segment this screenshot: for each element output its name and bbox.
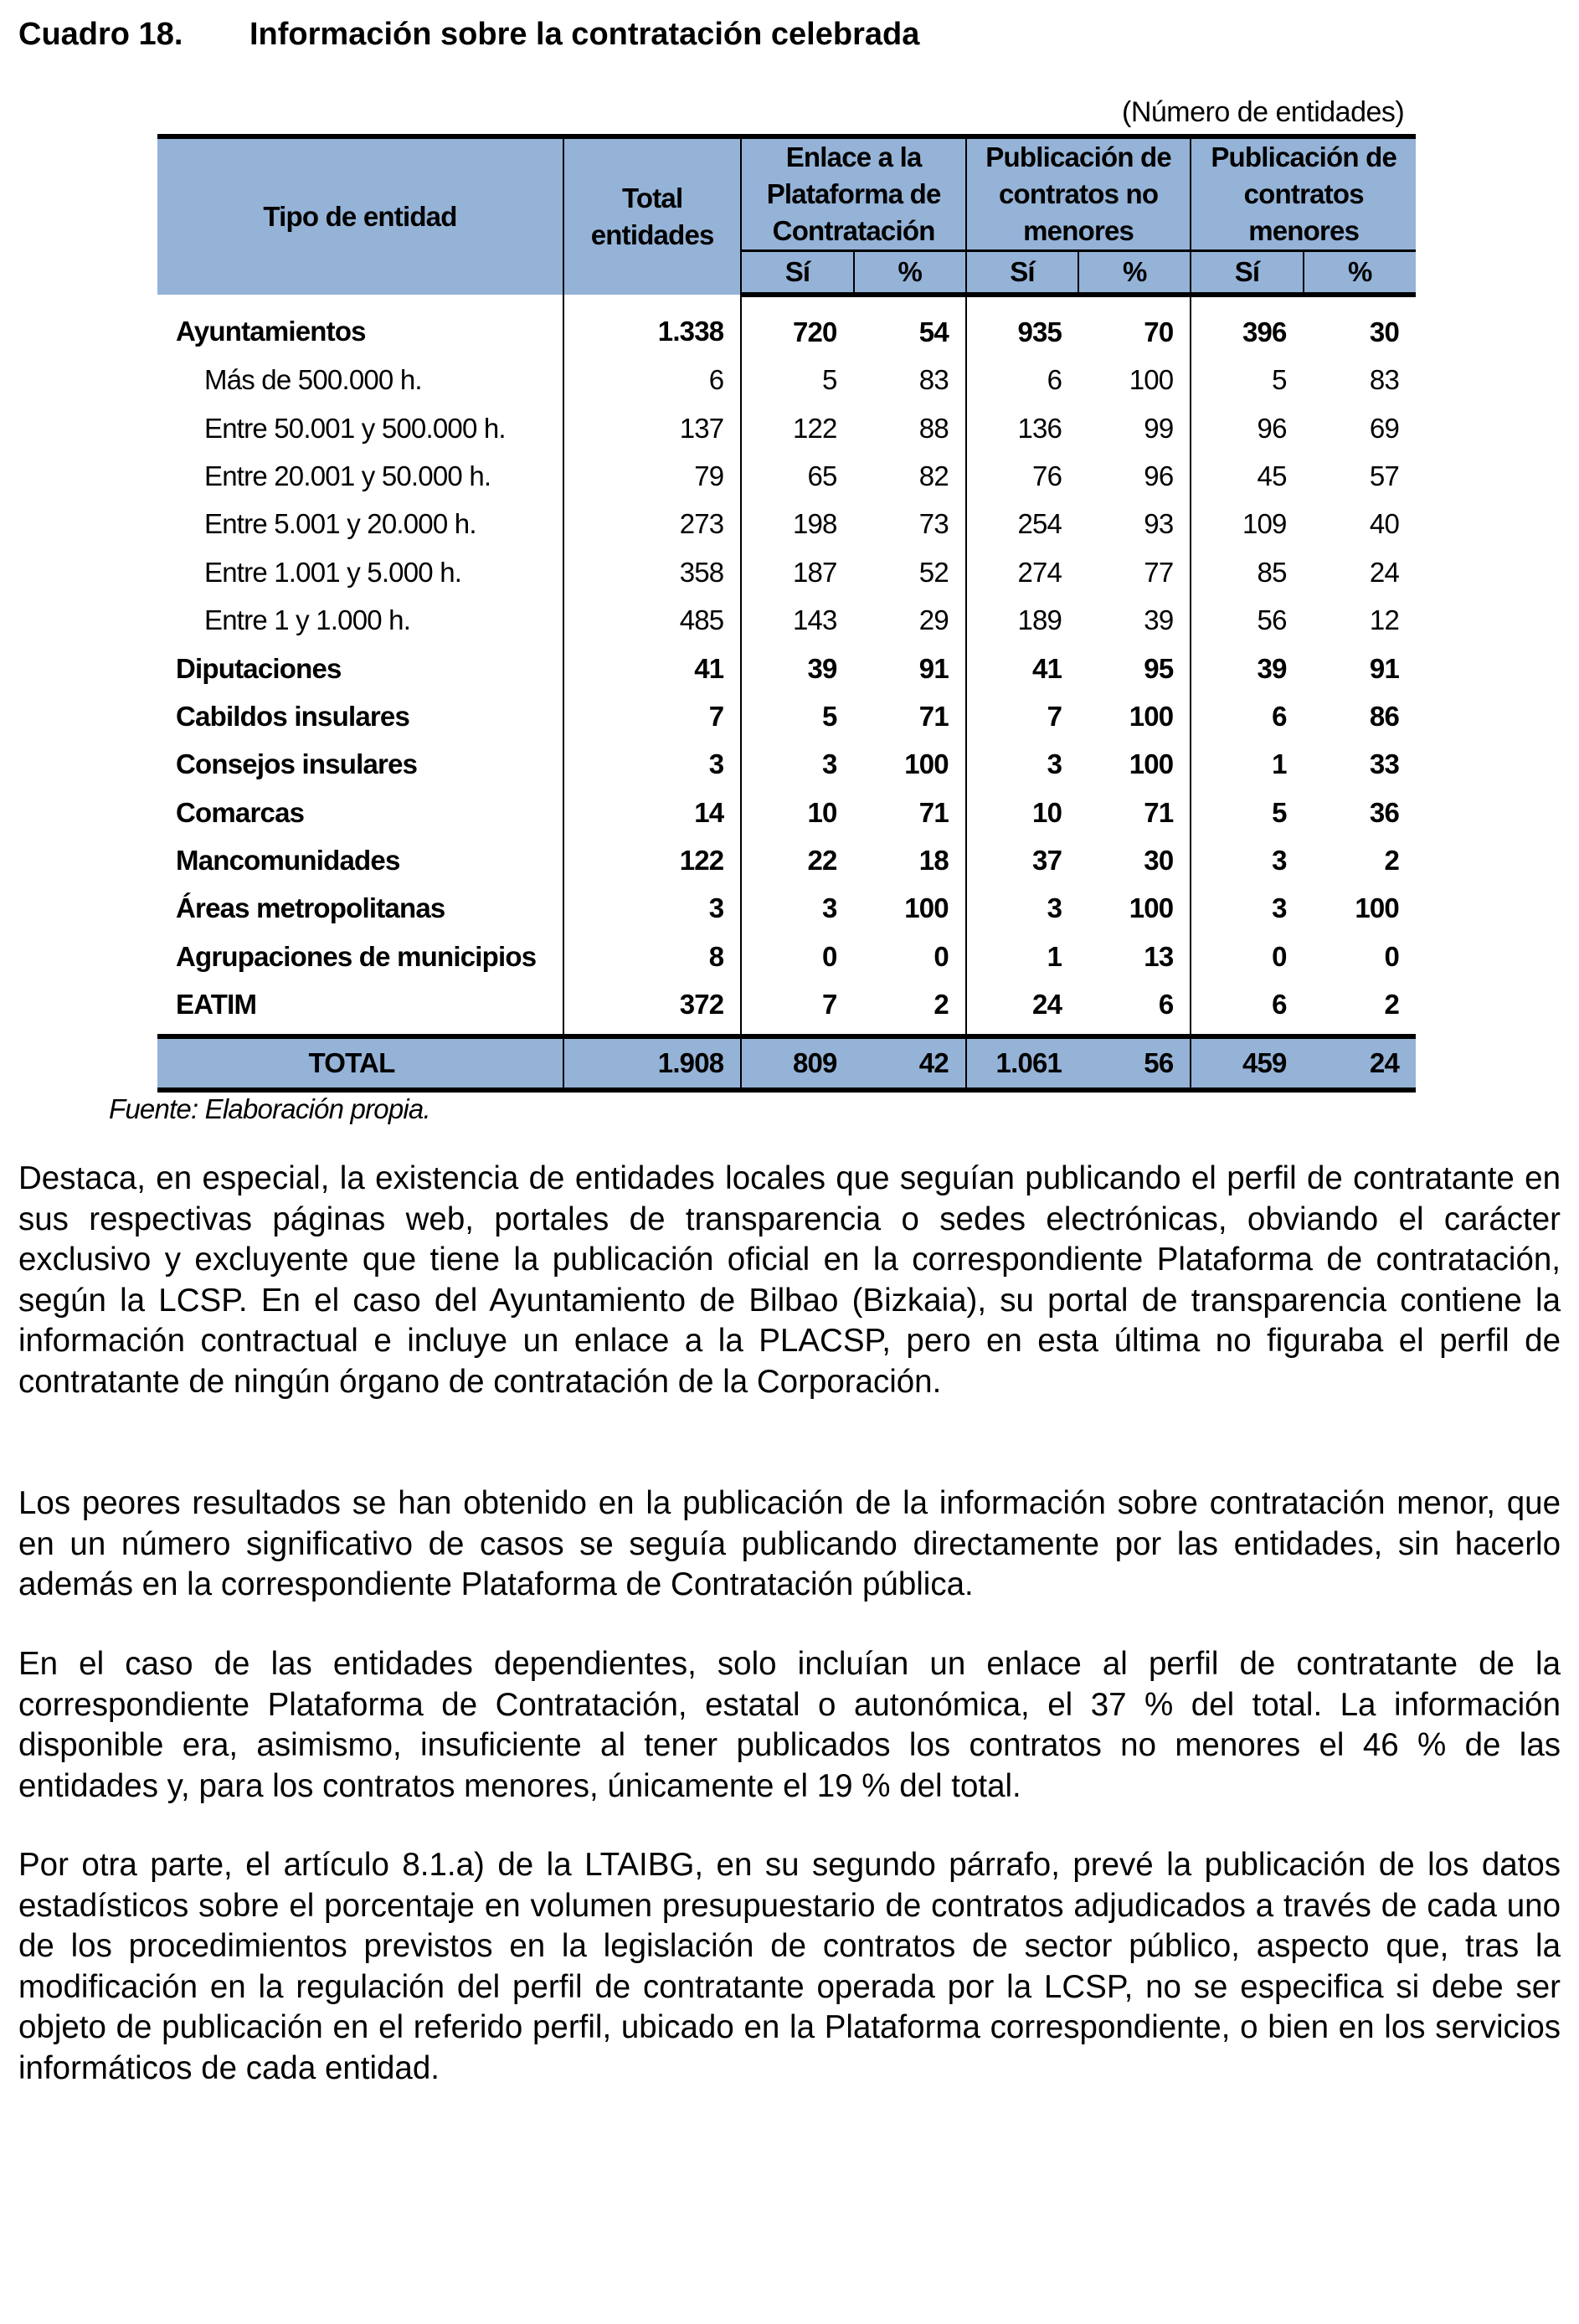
cell-value: 3 bbox=[966, 885, 1078, 933]
cell-value: 45 bbox=[1191, 452, 1303, 500]
cell-value: 1.908 bbox=[563, 1036, 741, 1090]
cell-value: 37 bbox=[966, 836, 1078, 884]
contracting-table bbox=[157, 134, 1416, 1093]
cell-value: 65 bbox=[741, 452, 853, 500]
cell-value: 100 bbox=[1129, 364, 1174, 396]
header-si: Sí bbox=[741, 251, 853, 295]
cell-value: 3 bbox=[966, 741, 1078, 789]
cell-value: 5 bbox=[741, 692, 853, 740]
row-label: EATIM bbox=[176, 989, 257, 1021]
cell-value: 91 bbox=[1369, 652, 1399, 684]
header-si: Sí bbox=[966, 251, 1078, 295]
header-total: Total entidades bbox=[563, 136, 741, 295]
paragraph: Destaca, en especial, la existencia de entidades locales que seguían publicando el perfil de contratante en sus respectivas páginas web, portales de transparencia o sedes electrónicas, obviando el carácter exclusivo y excluyente que tiene la publicación oficial en la correspondiente Plataforma de contratación, según la LCSP. En el caso del Ayuntamiento de Bilbao (Bizkaia), su portal de transparencia contiene la información contractual e incluye un enlace a la PLACSP, pero en esta última no figuraba el perfil de contratante de ningún órgano de contratación de la Corporación. bbox=[18, 1160, 1561, 1400]
cell-value: 274 bbox=[966, 548, 1078, 596]
cell-value: 3 bbox=[1191, 885, 1303, 933]
row-label: Entre 1 y 1.000 h. bbox=[204, 604, 411, 636]
cell-value: 2 bbox=[1384, 845, 1399, 877]
caption-number: Cuadro 18. bbox=[18, 17, 183, 52]
cell-value: 720 bbox=[741, 295, 853, 357]
row-label: Ayuntamientos bbox=[176, 315, 366, 347]
cell-value: 1 bbox=[1191, 741, 1303, 789]
cell-value: 7 bbox=[966, 692, 1078, 740]
row-label: Mancomunidades bbox=[176, 845, 400, 877]
cell-value: 2 bbox=[1384, 989, 1399, 1021]
row-label: Entre 50.001 y 500.000 h. bbox=[204, 412, 506, 444]
table-row bbox=[157, 501, 1416, 548]
cell-value: 24 bbox=[1304, 1036, 1416, 1090]
header-pct: % bbox=[1078, 251, 1191, 295]
cell-value: 93 bbox=[1144, 508, 1174, 540]
cell-value: 30 bbox=[1144, 845, 1174, 877]
cell-value: 198 bbox=[741, 501, 853, 548]
row-label: Más de 500.000 h. bbox=[204, 364, 422, 396]
cell-value: 41 bbox=[966, 645, 1078, 692]
cell-value: 13 bbox=[1144, 940, 1174, 972]
cell-value: 56 bbox=[1078, 1036, 1191, 1090]
cell-value: 83 bbox=[918, 364, 949, 396]
table-row bbox=[157, 645, 1416, 692]
cell-value: 82 bbox=[918, 460, 949, 491]
table-body bbox=[157, 295, 1416, 1090]
row-label: Cabildos insulares bbox=[176, 700, 410, 732]
cell-value: 3 bbox=[741, 885, 853, 933]
cell-value: 12 bbox=[1369, 604, 1399, 636]
row-label: Áreas metropolitanas bbox=[176, 892, 445, 924]
cell-value: 86 bbox=[1369, 700, 1399, 732]
cell-value: 3 bbox=[563, 741, 741, 789]
cell-value: 69 bbox=[1369, 412, 1399, 444]
cell-value: 485 bbox=[563, 596, 741, 644]
cell-value: 3 bbox=[563, 885, 741, 933]
cell-value: 100 bbox=[1129, 700, 1174, 732]
cell-value: 122 bbox=[741, 404, 853, 452]
header-pct: % bbox=[854, 251, 966, 295]
row-label: Entre 20.001 y 50.000 h. bbox=[204, 460, 491, 491]
table-row bbox=[157, 404, 1416, 452]
cell-value: 1.338 bbox=[563, 295, 741, 357]
cell-value: 5 bbox=[1191, 789, 1303, 836]
cell-value: 0 bbox=[1191, 933, 1303, 980]
cell-value: 36 bbox=[1369, 796, 1399, 828]
table-row bbox=[157, 692, 1416, 740]
row-label: Comarcas bbox=[176, 796, 305, 828]
header-menores: Publicación de contratos menores bbox=[1191, 136, 1416, 251]
cell-value: 24 bbox=[966, 981, 1078, 1036]
cell-value: 33 bbox=[1369, 748, 1399, 780]
table-row bbox=[157, 357, 1416, 404]
cell-value: 935 bbox=[966, 295, 1078, 357]
cell-value: 96 bbox=[1144, 460, 1174, 491]
cell-value: 6 bbox=[1191, 692, 1303, 740]
table-row bbox=[157, 981, 1416, 1036]
paragraph: Por otra parte, el artículo 8.1.a) de la LTAIBG, en su segundo párrafo, prevé la publicación de los datos estadísticos sobre el porcentaje en volumen presupuestario de contratos adjudicados a través de cada uno de los procedimientos previstos en la legislación de contratos de sector público, aspecto que, tras la modificación en la regulación del perfil de contratante operada por la LCSP, no se especifica si debe ser objeto de publicación en el referido perfil, ubicado en la Plataforma correspondiente, o bien en los servicios informáticos de cada entidad. bbox=[18, 1847, 1561, 2086]
cell-value: 54 bbox=[918, 316, 949, 347]
header-enlace: Enlace a la Plataforma de Contratación bbox=[741, 136, 966, 251]
row-label: Diputaciones bbox=[176, 652, 342, 684]
cell-value: 0 bbox=[1384, 940, 1399, 972]
paragraph: En el caso de las entidades dependientes, solo incluían un enlace al perfil de contratante de la correspondiente Plataforma de Contratación, estatal o autonómica, el 37 % del total. La información disponible era, asimismo, insuficiente al tener publicados los contratos no menores el 46 % de las entidades y, para los contratos menores, únicamente el 19 % del total. bbox=[18, 1646, 1561, 1804]
cell-value: 52 bbox=[918, 556, 949, 588]
cell-value: 79 bbox=[563, 452, 741, 500]
cell-value: 254 bbox=[966, 501, 1078, 548]
cell-value: 137 bbox=[563, 404, 741, 452]
cell-value: 10 bbox=[966, 789, 1078, 836]
cell-value: 71 bbox=[918, 796, 949, 828]
row-label: Entre 1.001 y 5.000 h. bbox=[204, 556, 462, 588]
paragraph: Los peores resultados se han obtenido en la publicación de la información sobre contratación menor, que en un número significativo de casos se seguía publicando directamente por las entidades, sin hacerlo además en la correspondiente Plataforma de Contratación pública. bbox=[18, 1485, 1561, 1602]
table-row bbox=[157, 933, 1416, 980]
cell-value: 6 bbox=[1191, 981, 1303, 1036]
cell-value: 41 bbox=[563, 645, 741, 692]
cell-value: 10 bbox=[741, 789, 853, 836]
cell-value: 24 bbox=[1369, 556, 1399, 588]
cell-value: 6 bbox=[966, 357, 1078, 404]
table-row bbox=[157, 741, 1416, 789]
cell-value: 30 bbox=[1369, 316, 1399, 347]
total-row bbox=[157, 1036, 1416, 1090]
cell-value: 7 bbox=[741, 981, 853, 1036]
cell-value: 5 bbox=[741, 357, 853, 404]
cell-value: 42 bbox=[854, 1036, 966, 1090]
cell-value: 29 bbox=[918, 604, 949, 636]
cell-value: 1 bbox=[966, 933, 1078, 980]
cell-value: 88 bbox=[918, 412, 949, 444]
cell-value: 3 bbox=[1191, 836, 1303, 884]
cell-value: 100 bbox=[904, 892, 949, 924]
cell-value: 39 bbox=[1144, 604, 1174, 636]
cell-value: 85 bbox=[1191, 548, 1303, 596]
cell-value: 95 bbox=[1144, 652, 1174, 684]
table-row bbox=[157, 452, 1416, 500]
cell-value: 0 bbox=[934, 940, 949, 972]
cell-value: 143 bbox=[741, 596, 853, 644]
table-row bbox=[157, 885, 1416, 933]
cell-value: 70 bbox=[1144, 316, 1174, 347]
cell-value: 459 bbox=[1191, 1036, 1303, 1090]
table-caption bbox=[18, 17, 919, 53]
row-label: TOTAL bbox=[157, 1036, 563, 1090]
cell-value: 187 bbox=[741, 548, 853, 596]
cell-value: 39 bbox=[1191, 645, 1303, 692]
table-row bbox=[157, 548, 1416, 596]
cell-value: 56 bbox=[1191, 596, 1303, 644]
table-source: Fuente: Elaboración propia. bbox=[109, 1093, 430, 1124]
cell-value: 109 bbox=[1191, 501, 1303, 548]
cell-value: 14 bbox=[563, 789, 741, 836]
cell-value: 77 bbox=[1144, 556, 1174, 588]
cell-value: 96 bbox=[1191, 404, 1303, 452]
row-label: Consejos insulares bbox=[176, 748, 418, 780]
cell-value: 39 bbox=[741, 645, 853, 692]
cell-value: 100 bbox=[1355, 892, 1399, 924]
header-pct: % bbox=[1304, 251, 1416, 295]
cell-value: 6 bbox=[563, 357, 741, 404]
cell-value: 136 bbox=[966, 404, 1078, 452]
cell-value: 57 bbox=[1369, 460, 1399, 491]
cell-value: 809 bbox=[741, 1036, 853, 1090]
cell-value: 358 bbox=[563, 548, 741, 596]
cell-value: 273 bbox=[563, 501, 741, 548]
cell-value: 22 bbox=[741, 836, 853, 884]
table-row bbox=[157, 789, 1416, 836]
header-si: Sí bbox=[1191, 251, 1303, 295]
unit-note: (Número de entidades) bbox=[1122, 96, 1405, 128]
cell-value: 83 bbox=[1369, 364, 1399, 396]
cell-value: 100 bbox=[1129, 892, 1174, 924]
cell-value: 189 bbox=[966, 596, 1078, 644]
cell-value: 0 bbox=[741, 933, 853, 980]
header-no-menores: Publicación de contratos no menores bbox=[966, 136, 1191, 251]
cell-value: 2 bbox=[934, 989, 949, 1021]
cell-value: 3 bbox=[741, 741, 853, 789]
cell-value: 100 bbox=[904, 748, 949, 780]
row-label: Entre 5.001 y 20.000 h. bbox=[204, 508, 476, 540]
cell-value: 396 bbox=[1191, 295, 1303, 357]
caption-title: Información sobre la contratación celebrada bbox=[249, 17, 920, 52]
cell-value: 99 bbox=[1144, 412, 1174, 444]
table-row bbox=[157, 836, 1416, 884]
cell-value: 122 bbox=[563, 836, 741, 884]
cell-value: 372 bbox=[563, 981, 741, 1036]
table-row bbox=[157, 596, 1416, 644]
table-row bbox=[157, 295, 1416, 357]
cell-value: 18 bbox=[918, 845, 949, 877]
cell-value: 40 bbox=[1369, 508, 1399, 540]
cell-value: 5 bbox=[1191, 357, 1303, 404]
header-tipo: Tipo de entidad bbox=[157, 136, 563, 295]
cell-value: 6 bbox=[1158, 989, 1174, 1021]
cell-value: 71 bbox=[918, 700, 949, 732]
row-label: Agrupaciones de municipios bbox=[176, 940, 537, 972]
cell-value: 8 bbox=[563, 933, 741, 980]
cell-value: 1.061 bbox=[966, 1036, 1078, 1090]
cell-value: 73 bbox=[918, 508, 949, 540]
cell-value: 7 bbox=[563, 692, 741, 740]
cell-value: 71 bbox=[1144, 796, 1174, 828]
cell-value: 76 bbox=[966, 452, 1078, 500]
cell-value: 91 bbox=[918, 652, 949, 684]
cell-value: 100 bbox=[1129, 748, 1174, 780]
